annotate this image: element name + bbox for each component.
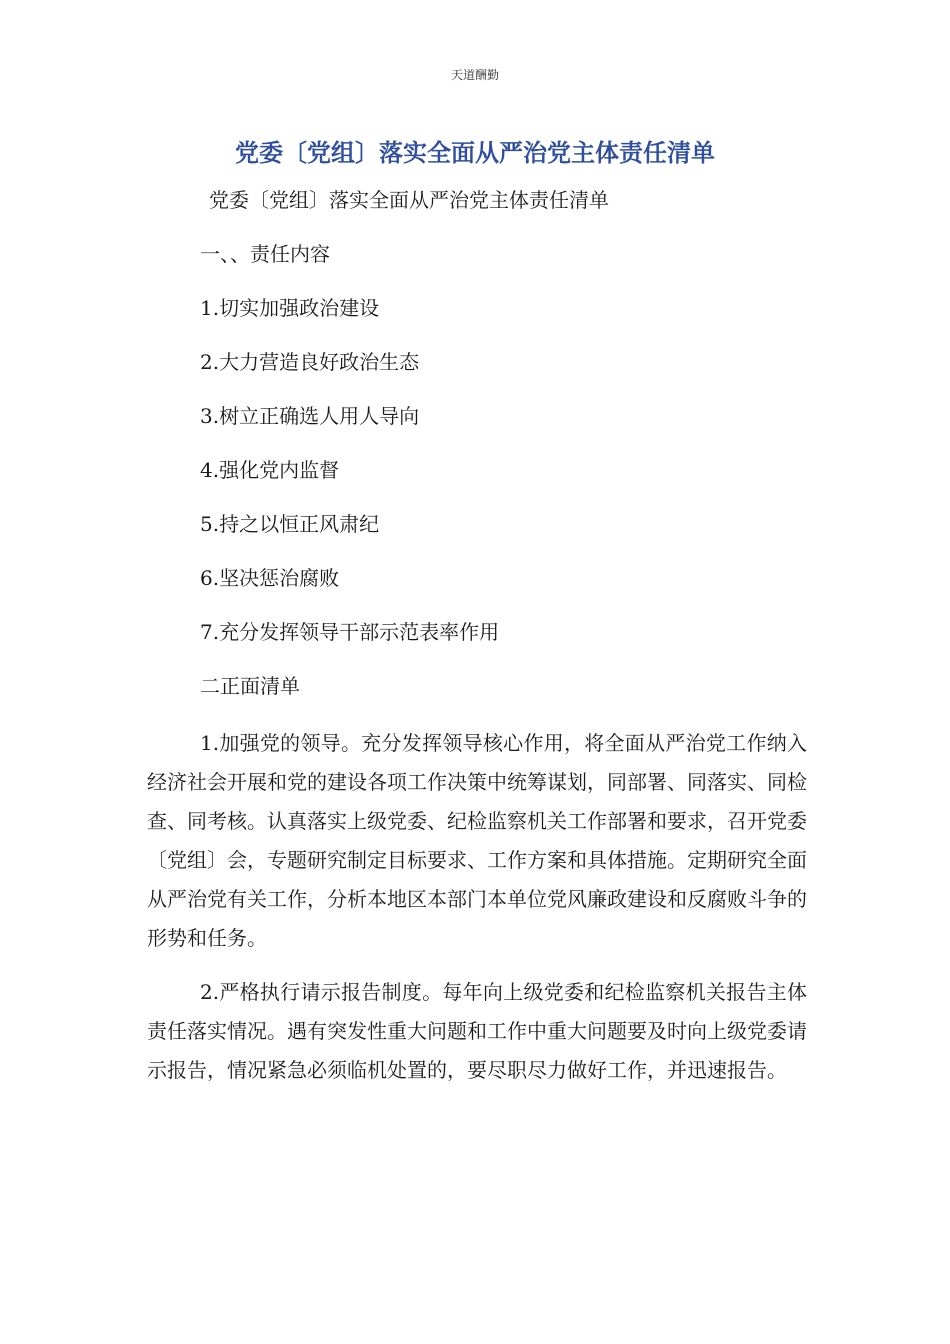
document-body: [147, 184, 807, 1105]
list-item: 2.大力营造良好政治生态: [200, 350, 420, 374]
list-item: 4.强化党内监督: [200, 458, 340, 482]
list-item: 6.坚决惩治腐败: [200, 566, 340, 590]
section-2-heading: 二正面清单: [200, 674, 300, 698]
paragraph: 1.加强党的领导。充分发挥领导核心作用，将全面从严治党工作纳入经济社会开展和党的建设各项工作决策中统筹谋划，同部署、同落实、同检查、同考核。认真落实上级党委、纪检监察机关工作部署和要求，召开党委〔党组〕会，专题研究制定目标要求、工作方案和具体措施。定期研究全面从严治党有关工作，分析本地区本部门本单位党风廉政建设和反腐败斗争的形势和任务。: [147, 731, 807, 950]
list-item: 7.充分发挥领导干部示范表率作用: [200, 620, 500, 644]
paragraph: 2.严格执行请示报告制度。每年向上级党委和纪检监察机关报告主体责任落实情况。遇有突发性重大问题和工作中重大问题要及时向上级党委请示报告，情况紧急必须临机处置的，要尽职尽力做好工作，并迅速报告。: [147, 980, 807, 1082]
section-1-heading: 一、、责任内容: [200, 242, 330, 266]
list-item: 3.树立正确选人用人导向: [200, 404, 420, 428]
list-item: 5.持之以恒正风肃纪: [200, 512, 380, 536]
document-subtitle: 党委〔党组〕落实全面从严治党主体责任清单: [209, 188, 609, 212]
page-header: 天道酬勤: [450, 68, 499, 82]
list-item: 1.切实加强政治建设: [200, 296, 380, 320]
document-title: 党委〔党组〕落实全面从严治党主体责任清单: [235, 139, 715, 167]
